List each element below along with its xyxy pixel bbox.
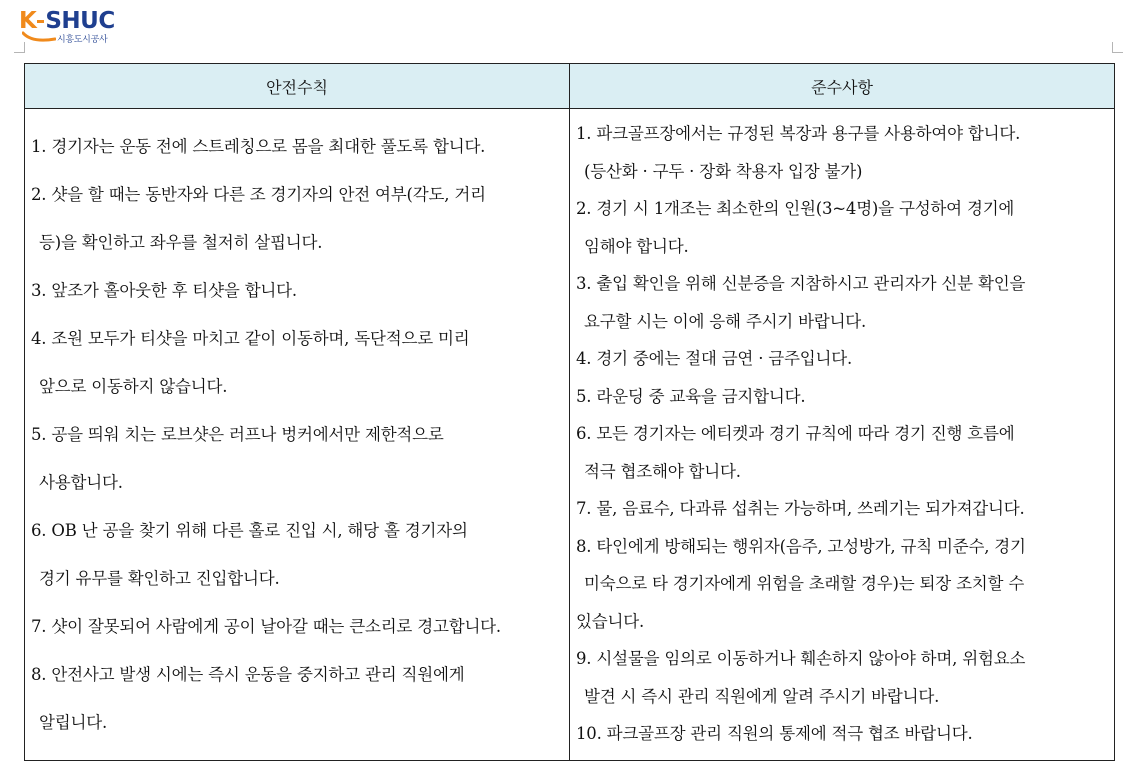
compliance-rule-item	[576, 340, 1108, 378]
safety-rule-item-text: 4. 조원 모두가 티샷을 마치고 같이 이동하며, 독단적으로 미리	[31, 329, 470, 348]
safety-rule-item-text: 경기 유무를 확인하고 진입합니다.	[39, 569, 280, 588]
compliance-rule-item-text: 적극 협조해야 합니다.	[584, 461, 741, 481]
compliance-rule-item-text: 발견 시 즉시 관리 직원에게 알려 주시기 바랍니다.	[584, 686, 940, 706]
compliance-rule-item-text: 요구할 시는 이에 응해 주시기 바랍니다.	[584, 311, 867, 331]
compliance-rule-item	[576, 528, 1108, 641]
safety-rule-item-text: 5. 공을 띄워 치는 로브샷은 러프나 벙커에서만 제한적으로	[31, 425, 444, 444]
compliance-rule-item-text: 6. 모든 경기자는 에티켓과 경기 규칙에 따라 경기 진행 흐름에	[576, 424, 1015, 443]
safety-rule-item-text: 7. 샷이 잘못되어 사람에게 공이 날아갈 때는 큰소리로 경고합니다.	[31, 617, 501, 636]
compliance-rule-item	[576, 115, 1108, 190]
safety-rule-item	[31, 171, 563, 267]
safety-rule-item-text: 등)을 확인하고 좌우를 철저히 살핍니다.	[39, 233, 323, 252]
safety-rule-item-text: 8. 안전사고 발생 시에는 즉시 운동을 중지하고 관리 직원에게	[31, 665, 465, 684]
safety-rules-list	[25, 109, 569, 747]
safety-rule-item-text: 3. 앞조가 홀아웃한 후 티샷을 합니다.	[31, 281, 297, 300]
logo-dash	[37, 20, 44, 23]
compliance-rule-item	[576, 378, 1108, 416]
safety-rule-item-text: 알립니다.	[39, 713, 108, 732]
safety-rule-item	[31, 411, 563, 507]
compliance-rule-item-text: 7. 물, 음료수, 다과류 섭취는 가능하며, 쓰레기는 되가져갑니다.	[576, 499, 1025, 518]
logo-subtitle: 시흥도시공사	[57, 35, 108, 45]
logo-k: K	[19, 8, 37, 34]
safety-rule-item-text: 6. OB 난 공을 찾기 위해 다른 홀로 진입 시, 해당 홀 경기자의	[31, 521, 468, 540]
safety-rule-item	[31, 507, 563, 603]
compliance-cell	[570, 109, 1115, 761]
compliance-rule-item-text: 있습니다.	[576, 611, 645, 631]
safety-rule-item	[31, 651, 563, 747]
safety-rule-item	[31, 123, 563, 171]
compliance-rule-item	[576, 415, 1108, 490]
safety-rule-item	[31, 267, 563, 315]
compliance-rule-item-text: 10. 파크골프장 관리 직원의 통제에 적극 협조 바랍니다.	[576, 724, 973, 743]
content-row	[25, 109, 1115, 761]
compliance-rule-item-text: 미숙으로 타 경기자에게 위험을 초래할 경우)는 퇴장 조치할 수	[584, 574, 1025, 593]
safety-rules-cell	[25, 109, 570, 761]
compliance-rule-item	[576, 490, 1108, 528]
compliance-rule-item-text: 9. 시설물을 임의로 이동하거나 훼손하지 않아야 하며, 위험요소	[576, 649, 1026, 668]
logo-shuc: SHUC	[45, 8, 115, 34]
compliance-rule-item-text: 3. 출입 확인을 위해 신분증을 지참하시고 관리자가 신분 확인을	[576, 274, 1026, 293]
compliance-rule-item-text: 4. 경기 중에는 절대 금연 · 금주입니다.	[576, 349, 853, 368]
compliance-list	[570, 109, 1114, 753]
safety-rule-item-text: 앞으로 이동하지 않습니다.	[39, 377, 228, 396]
compliance-rule-item-text: 8. 타인에게 방해되는 행위자(음주, 고성방가, 규칙 미준수, 경기	[576, 536, 1026, 556]
header-compliance: 준수사항	[570, 64, 1115, 109]
header-safety-rules: 안전수칙	[25, 64, 570, 109]
compliance-rule-item-text: (등산화 · 구두 · 장화 착용자 입장 불가)	[584, 161, 863, 181]
compliance-rule-item-text: 임해야 합니다.	[584, 236, 689, 256]
page-corner-mark-right	[1112, 42, 1123, 53]
company-logo	[19, 8, 129, 44]
compliance-rule-item	[576, 640, 1108, 715]
logo-swoosh-icon	[22, 30, 56, 44]
safety-rule-item	[31, 603, 563, 651]
compliance-rule-item	[576, 715, 1108, 753]
rules-table	[24, 63, 1115, 761]
compliance-rule-item-text: 5. 라운딩 중 교육을 금지합니다.	[576, 386, 806, 406]
compliance-rule-item-text: 2. 경기 시 1개조는 최소한의 인원(3~4명)을 구성하여 경기에	[576, 199, 1015, 218]
safety-rule-item-text: 2. 샷을 할 때는 동반자와 다른 조 경기자의 안전 여부(각도, 거리	[31, 185, 486, 204]
compliance-rule-item	[576, 190, 1108, 265]
safety-rule-item-text: 사용합니다.	[39, 473, 123, 492]
header-row	[25, 64, 1115, 109]
safety-rule-item	[31, 315, 563, 411]
safety-rule-item-text: 1. 경기자는 운동 전에 스트레칭으로 몸을 최대한 풀도록 합니다.	[31, 137, 486, 156]
compliance-rule-item	[576, 265, 1108, 340]
compliance-rule-item-text: 1. 파크골프장에서는 규정된 복장과 용구를 사용하여야 합니다.	[576, 124, 1021, 143]
page-corner-mark-left	[14, 42, 25, 53]
